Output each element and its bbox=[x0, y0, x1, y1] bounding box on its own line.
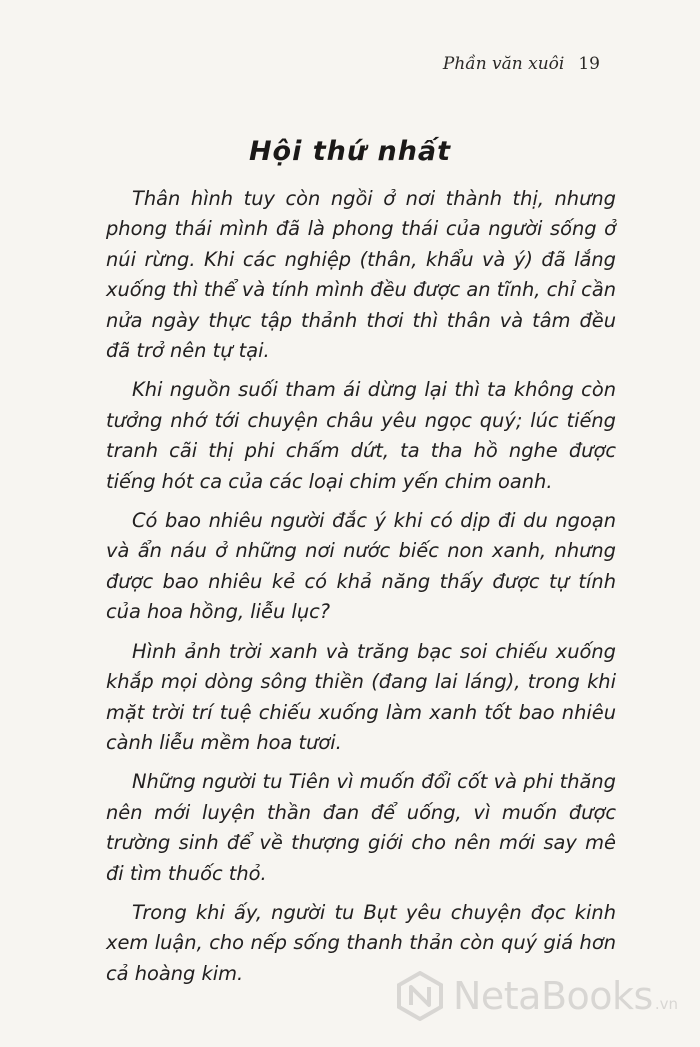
paragraph: Những người tu Tiên vì muốn đổi cốt và phi thăng nên mới luyện thần đan để uống, vì muốn được trường sinh để về thượng giới cho nên mới say mê đi tìm thuốc thỏ. bbox=[106, 770, 616, 885]
watermark-brand: NetaBooks bbox=[452, 974, 653, 1018]
paragraph: Khi nguồn suối tham ái dừng lại thì ta không còn tưởng nhớ tới chuyện châu yêu ngọc quý; lúc tiếng tranh cãi thị phi chấm dứt, ta tha hồ nghe được tiếng hót ca của các loại chim yến chim oanh. bbox=[106, 378, 616, 493]
watermark-suffix: .vn bbox=[654, 995, 678, 1013]
paragraph: Trong khi ấy, người tu Bụt yêu chuyện đọc kinh xem luận, cho nếp sống thanh thản còn quý giá hơn cả hoàng kim. bbox=[106, 900, 616, 985]
watermark bbox=[395, 971, 678, 1021]
paragraph: Thân hình tuy còn ngồi ở nơi thành thị, nhưng phong thái mình đã là phong thái của người sống ở núi rừng. Khi các nghiệp (thân, khẩu và ý) đã lắng xuống thì thể và tính mình đều được an tĩnh, chỉ cần nửa ngày thực tập thảnh thơi thì thân và tâm đều đã trở nên tự tại. bbox=[106, 187, 616, 363]
netabooks-logo-icon bbox=[395, 971, 445, 1021]
paragraph: Có bao nhiêu người đắc ý khi có dịp đi du ngoạn và ẩn náu ở những nơi nước biếc non xanh, nhưng được bao nhiêu kẻ có khả năng thấy được tự tính của hoa hồng, liễu lục? bbox=[106, 509, 616, 624]
running-header bbox=[443, 54, 600, 74]
chapter-title: Hội thứ nhất bbox=[248, 136, 452, 167]
page-number: 19 bbox=[578, 54, 600, 74]
section-name: Phần văn xuôi bbox=[442, 54, 565, 74]
paragraph: Hình ảnh trời xanh và trăng bạc soi chiếu xuống khắp mọi dòng sông thiền (đang lai láng), trong khi mặt trời trí tuệ chiếu xuống làm xanh tốt bao nhiêu cành liễu mềm hoa tươi. bbox=[106, 639, 616, 754]
body-text bbox=[106, 184, 616, 998]
